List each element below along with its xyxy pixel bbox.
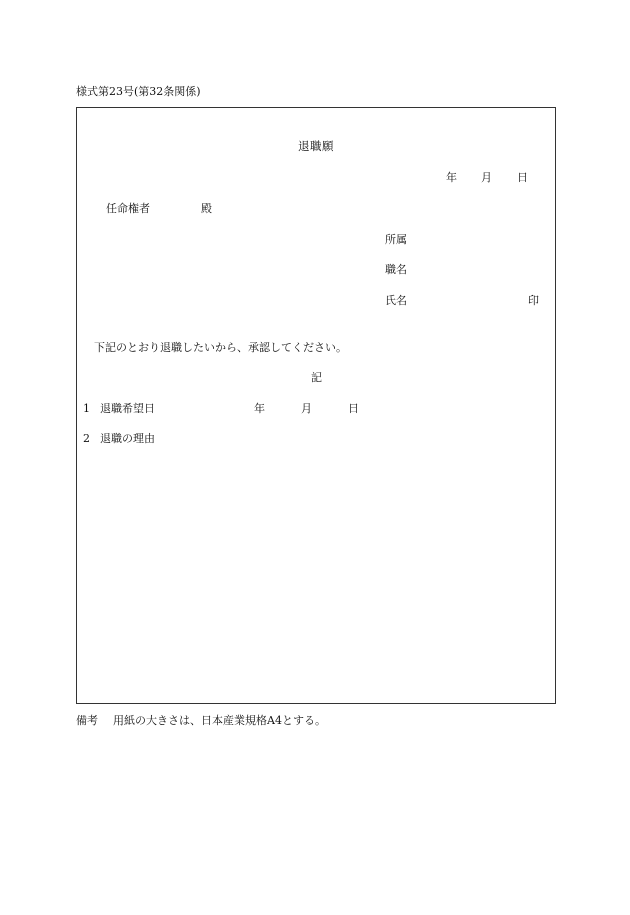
item-date-day-label: 日 [348, 402, 359, 415]
name-label: 氏名 [385, 294, 407, 307]
item-number-2: 2 [83, 432, 90, 445]
affiliation-label: 所属 [385, 233, 407, 246]
item-label-retirement-reason: 退職の理由 [100, 432, 155, 445]
position-label: 職名 [385, 263, 407, 276]
item-date-month-label: 月 [301, 402, 312, 415]
date-day-label: 日 [517, 171, 528, 184]
ki-label: 記 [311, 371, 322, 384]
addressee-label: 任命権者 [106, 202, 150, 215]
seal-label: 印 [528, 294, 539, 307]
note-label: 備考 [76, 714, 98, 727]
request-text: 下記のとおり退職したいから、承認してください。 [94, 341, 347, 354]
item-number-1: 1 [83, 402, 90, 415]
date-year-label: 年 [446, 171, 457, 184]
addressee-honorific: 殿 [201, 202, 212, 215]
form-title: 退職願 [298, 139, 334, 153]
note-text: 用紙の大きさは、日本産業規格A4とする。 [113, 714, 326, 727]
form-number: 様式第23号(第32条関係) [76, 85, 201, 98]
item-date-year-label: 年 [254, 402, 265, 415]
item-label-retirement-date: 退職希望日 [100, 402, 155, 415]
date-month-label: 月 [481, 171, 492, 184]
